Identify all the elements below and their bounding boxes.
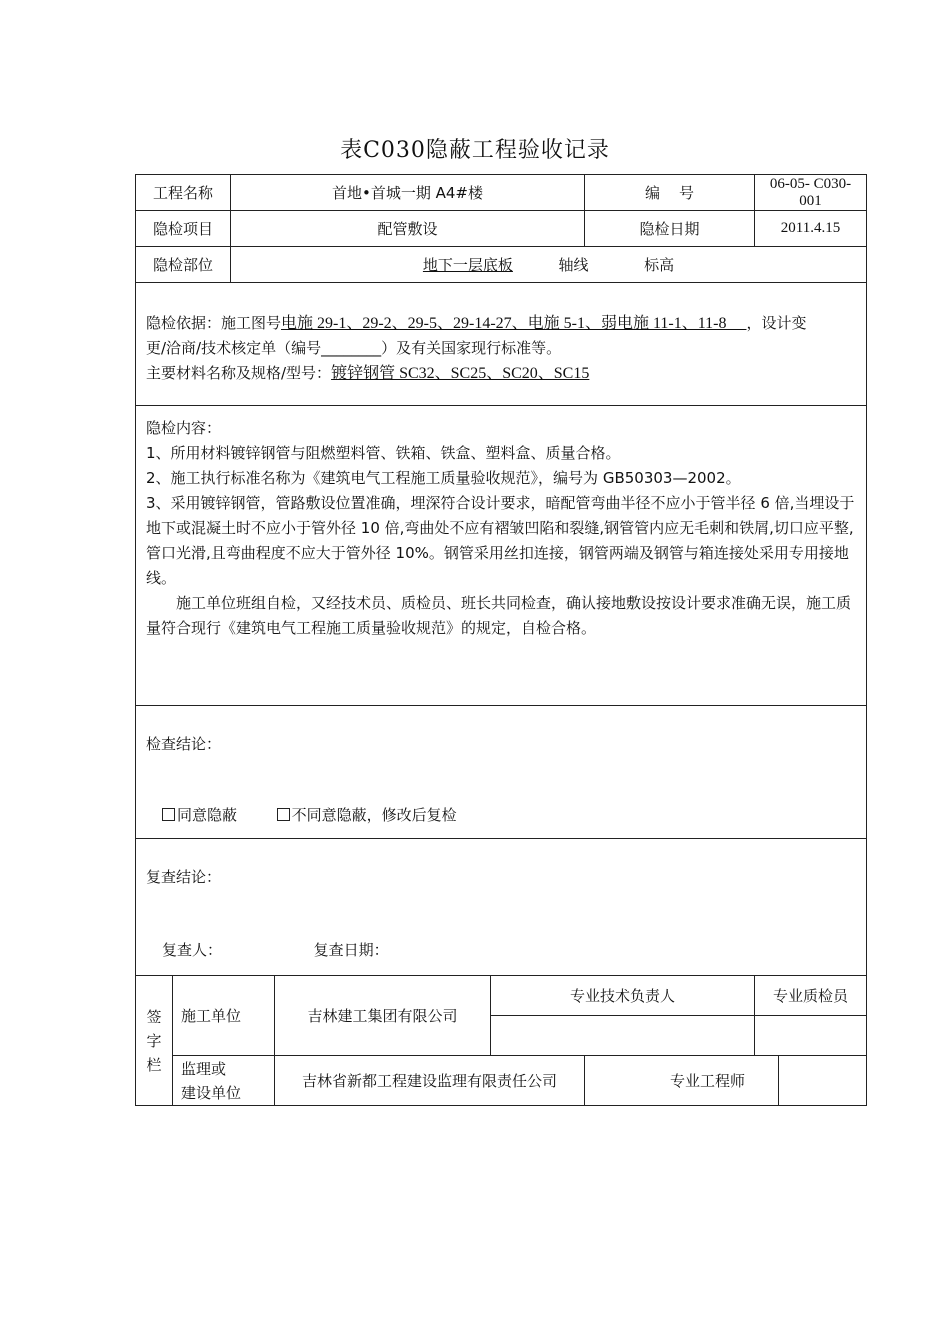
disagree-checkbox[interactable] xyxy=(277,808,290,821)
recheck-signatures xyxy=(146,938,856,963)
project-name-label: 工程名称 xyxy=(136,175,231,211)
engineer-signature[interactable] xyxy=(779,1056,867,1106)
row-project-name xyxy=(136,175,867,211)
content-item-1: 1、所用材料镀锌钢管与阻燃塑料管、铁箱、铁盒、塑料盒、质量合格。 xyxy=(146,444,621,462)
content-heading: 隐检内容： xyxy=(146,419,222,437)
quality-inspector-signature[interactable] xyxy=(755,1016,867,1056)
project-name-value: 首地•首城一期 A4#楼 xyxy=(231,175,585,211)
basis-suffix: ，设计变 xyxy=(746,314,807,332)
location-elevation: 标高 xyxy=(644,256,675,274)
row-supervisor xyxy=(136,1056,867,1106)
row-conclusion xyxy=(136,706,867,839)
number-value: 06-05- C030-001 xyxy=(755,175,867,211)
construction-value: 吉林建工集团有限公司 xyxy=(275,976,491,1056)
conclusion-label: 检查结论： xyxy=(146,735,222,753)
disagree-label: 不同意隐蔽，修改后复检 xyxy=(291,806,457,824)
supervisor-label: 监理或 建设单位 xyxy=(173,1056,275,1106)
location-axis: 轴线 xyxy=(558,256,589,274)
page-title: 表C030隐蔽工程验收记录 xyxy=(340,138,610,163)
quality-inspector-label: 专业质检员 xyxy=(755,976,867,1016)
recheck-date: 复查日期： xyxy=(313,941,389,959)
basis-change-number: ________ xyxy=(321,339,382,357)
engineer-label: 专业工程师 xyxy=(585,1056,779,1106)
material-label: 主要材料名称及规格/型号： xyxy=(146,364,332,382)
tech-lead-signature[interactable] xyxy=(491,1016,755,1056)
location-floor: 地下一层底板 xyxy=(422,256,513,274)
row-location xyxy=(136,247,867,283)
basis-prefix: 隐检依据：施工图号 xyxy=(146,314,282,332)
date-label: 隐检日期 xyxy=(585,211,755,247)
signature-column-label: 签字栏 xyxy=(136,976,173,1106)
content-block xyxy=(136,406,867,706)
agree-checkbox[interactable] xyxy=(162,808,175,821)
basis-block xyxy=(136,283,867,406)
recheck-block xyxy=(136,839,867,976)
agree-label: 同意隐蔽 xyxy=(177,806,238,824)
recheck-label: 复查结论： xyxy=(146,868,222,886)
number-label: 编 号 xyxy=(585,175,755,211)
date-value: 2011.4.15 xyxy=(755,211,867,247)
conclusion-block xyxy=(136,706,867,839)
tech-lead-label: 专业技术负责人 xyxy=(491,976,755,1016)
supervisor-value: 吉林省新都工程建设监理有限责任公司 xyxy=(275,1056,585,1106)
item-value: 配管敷设 xyxy=(231,211,585,247)
basis-change-prefix: 更/洽商/技术核定单（编号 xyxy=(146,339,322,357)
basis-drawings: 电施 29-1、29-2、29-5、29-14-27、电施 5-1、弱电施 11-1、11-8 xyxy=(281,315,747,332)
location-value xyxy=(231,247,867,283)
material-value: 镀锌钢管 SC32、SC25、SC20、SC15 xyxy=(331,365,590,382)
content-item-2: 2、施工执行标准名称为《建筑电气工程施工质量验收规范》，编号为 GB50303—2002。 xyxy=(146,469,741,487)
basis-change-suffix: ）及有关国家现行标准等。 xyxy=(381,339,562,357)
row-content xyxy=(136,406,867,706)
row-basis xyxy=(136,283,867,406)
row-recheck xyxy=(136,839,867,976)
location-label: 隐检部位 xyxy=(136,247,231,283)
content-item-3: 3、采用镀锌钢管，管路敷设位置准确，埋深符合设计要求，暗配管弯曲半径不应小于管半径 6 倍,当埋设于地下或混凝土时不应小于管外径 10 倍,弯曲处不应有褶皱凹陷和裂缝,钢管管内应无毛刺和铁屑,切口应平整,管口光滑,且弯曲程度不应大于管外径 10%。钢管采用丝扣连接，钢管两端及钢管与箱连接处采用专用接地线。 xyxy=(146,494,855,587)
recheck-person: 复查人： xyxy=(162,941,223,959)
row-signature-top xyxy=(136,976,867,1016)
item-label: 隐检项目 xyxy=(136,211,231,247)
conclusion-options xyxy=(146,803,856,828)
construction-label: 施工单位 xyxy=(173,976,275,1056)
row-inspection-item xyxy=(136,211,867,247)
content-item-4: 施工单位班组自检，又经技术员、质检员、班长共同检查，确认接地敷设按设计要求准确无误，施工质量符合现行《建筑电气工程施工质量验收规范》的规定，自检合格。 xyxy=(146,594,852,637)
inspection-form-table xyxy=(135,174,867,1106)
